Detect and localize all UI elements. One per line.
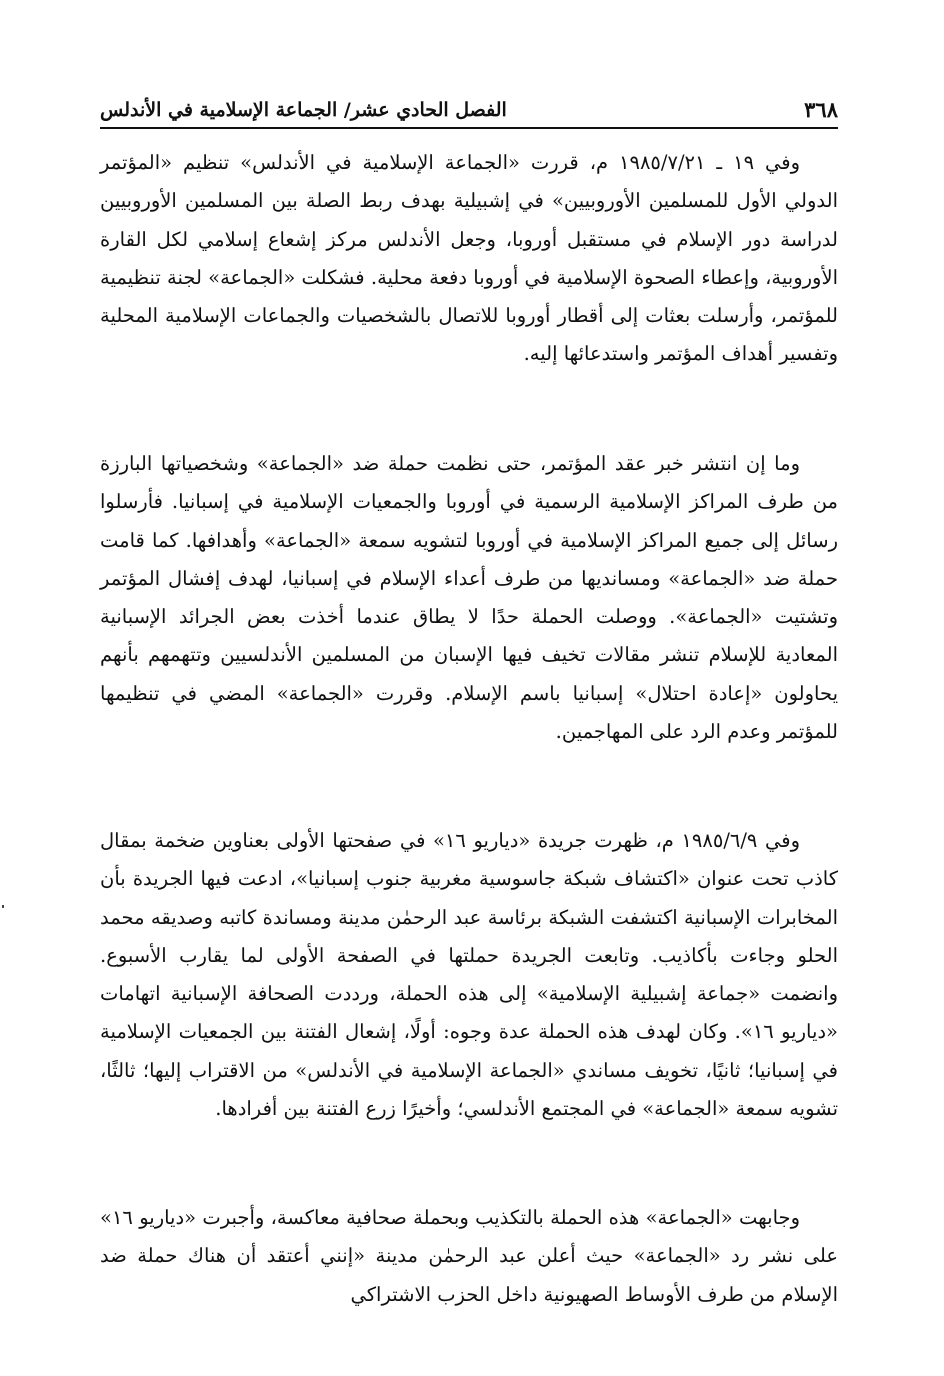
chapter-title: الفصل الحادي عشر/ الجماعة الإسلامية في الأندلس [100, 99, 507, 121]
body-paragraph-2 [100, 445, 838, 751]
header-divider [100, 127, 838, 129]
paragraph-text: وفي ١٩٨٥/٦/٩ م، ظهرت جريدة «دياريو ١٦» في صفحتها الأولى بعناوين ضخمة بمقال كاذب تحت عنوان «اكتشاف شبكة جاسوسية مغربية جنوب إسبانيا»، ادعت فيها الجريدة بأن المخابرات الإسبانية اكتشفت الشبكة برئاسة عبد الرحمٰن مدينة ومساندة كاتبه وصديقه محمد الحلو وجاءت بأكاذيب. وتابعت الجريدة حملتها في الصفحة الأولى لما يقارب الأسبوع. وانضمت «جماعة إشبيلية الإسلامية» إلى هذه الحملة، ورددت الصحافة الإسبانية اتهامات «دياريو ١٦». وكان لهدف هذه الحملة عدة وجوه: أولًا، إشعال الفتنة بين الجمعيات الإسلامية في إسبانيا؛ ثانيًا، تخويف مساندي «الجماعة الإسلامية في الأندلس» من الاقتراب إليها؛ ثالثًا، تشويه سمعة «الجماعة» في المجتمع الأندلسي؛ وأخيرًا زرع الفتنة بين أفرادها. [100, 829, 838, 1121]
body-paragraph-1 [100, 144, 838, 374]
scan-edge-mark [2, 905, 4, 908]
body-paragraph-4 [100, 1199, 838, 1314]
paragraph-text: وفي ١٩ ـ ١٩٨٥/٧/٢١ م، قررت «الجماعة الإسلامية في الأندلس» تنظيم «المؤتمر الدولي الأول للمسلمين الأوروبيين» في إشبيلية بهدف ربط الصلة بين المسلمين الأوروبيين لدراسة دور الإسلام في مستقبل أوروبا، وجعل الأندلس مركز إشعاع إسلامي لكل القارة الأوروبية، وإعطاء الصحوة الإسلامية في أوروبا دفعة محلية. فشكلت «الجماعة» لجنة تنظيمية للمؤتمر، وأرسلت بعثات إلى أقطار أوروبا للاتصال بالشخصيات والجماعات الإسلامية المحلية وتفسير أهداف المؤتمر واستدعائها إليه. [100, 151, 838, 366]
paragraph-text: وجابهت «الجماعة» هذه الحملة بالتكذيب وبحملة صحافية معاكسة، وأجبرت «دياريو ١٦» على نشر رد «الجماعة» حيث أعلن عبد الرحمٰن مدينة «إنني أعتقد أن هناك حملة ضد الإسلام من طرف الأوساط الصهيونية داخل الحزب الاشتراكي [100, 1206, 838, 1306]
body-paragraph-3 [100, 822, 838, 1128]
running-header [100, 86, 838, 122]
paragraph-text: وما إن انتشر خبر عقد المؤتمر، حتى نظمت حملة ضد «الجماعة» وشخصياتها البارزة من طرف المراكز الإسلامية الرسمية في أوروبا والجمعيات الإسلامية في إسبانيا. فأرسلوا رسائل إلى جميع المراكز الإسلامية في أوروبا لتشويه سمعة «الجماعة» وأهدافها. كما قامت حملة ضد «الجماعة» ومسانديها من طرف أعداء الإسلام في إسبانيا، لهدف إفشال المؤتمر وتشتيت «الجماعة». ووصلت الحملة حدًا لا يطاق عندما أخذت بعض الجرائد الإسبانية المعادية للإسلام تنشر مقالات تخيف فيها الإسبان من المسلمين الأندلسيين وتتهمهم بأنهم يحاولون «إعادة احتلال» إسبانيا باسم الإسلام. وقررت «الجماعة» المضي في تنظيمها للمؤتمر وعدم الرد على المهاجمين. [100, 452, 839, 744]
page-number: ٣٦٨ [804, 97, 838, 122]
